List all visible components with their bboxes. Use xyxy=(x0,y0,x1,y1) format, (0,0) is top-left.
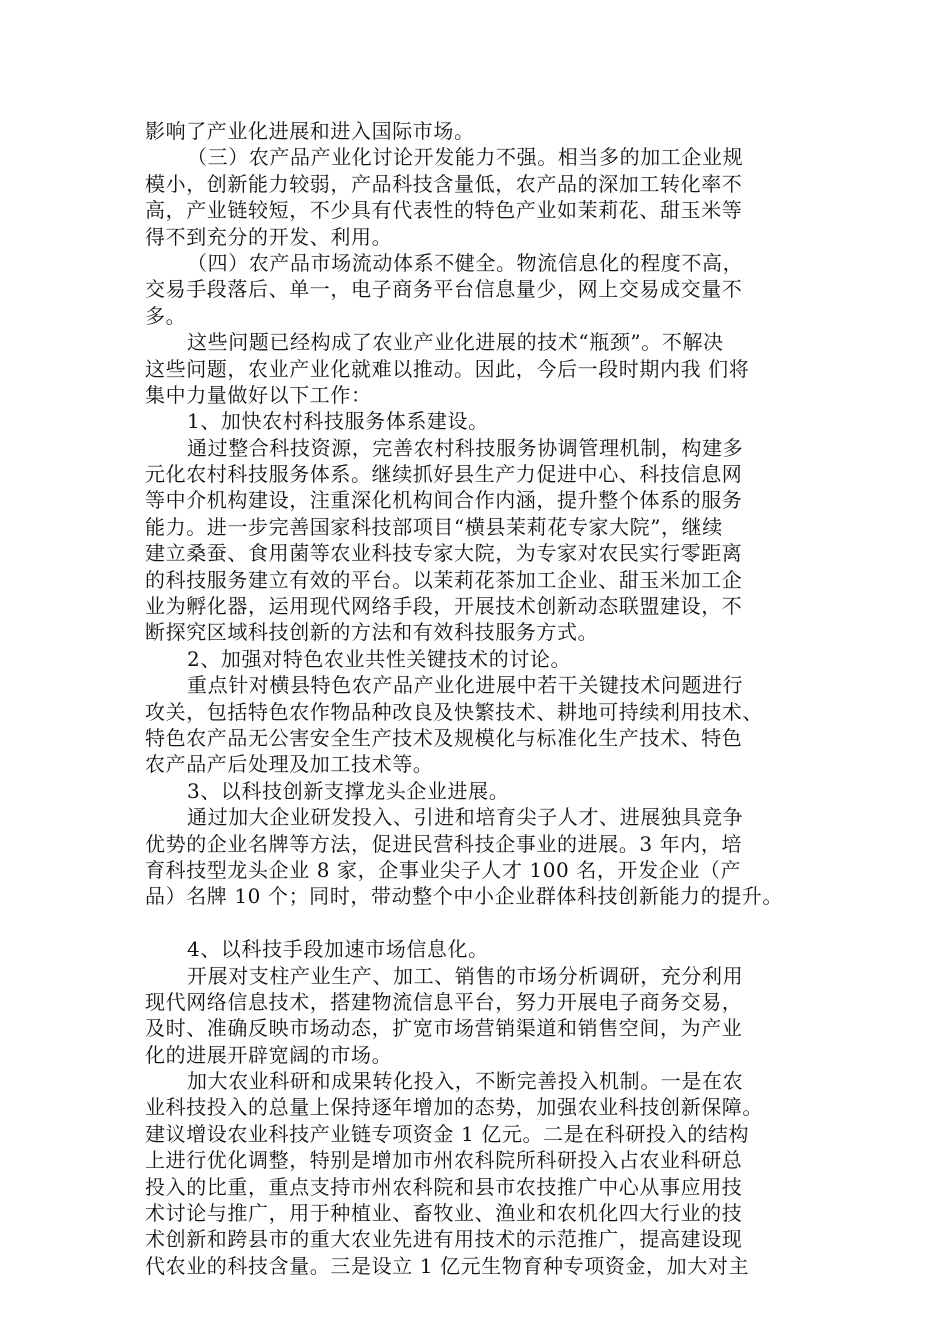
text-line: 优势的企业名牌等方法，促进民营科技企事业的进展。3 年内，培 xyxy=(145,831,743,856)
text-line: 这些问题已经构成了农业产业化进展的技术“瓶颈”。不解决 xyxy=(187,330,724,355)
text-line: 得不到充分的开发、利用。 xyxy=(145,224,393,249)
text-line: 业科技投入的总量上保持逐年增加的态势，加强农业科技创新保障。 xyxy=(145,1095,763,1120)
text-line: 2、加强对特色农业共性关键技术的讨论。 xyxy=(187,646,572,671)
text-line: 影响了产业化进展和进入国际市场。 xyxy=(145,119,475,143)
text-line: 通过加大企业研发投入、引进和培育尖子人才、进展独具竞争 xyxy=(187,805,744,830)
text-line: 术创新和跨县市的重大农业先进有用技术的示范推广，提高建设现 xyxy=(145,1227,743,1252)
text-line: 这些问题，农业产业化就难以推动。因此，今后一段时期内我 们将 xyxy=(145,356,750,381)
text-line: 术讨论与推广，用于种植业、畜牧业、渔业和农机化四大行业的技 xyxy=(145,1201,743,1226)
text-line: 现代网络信息技术，搭建物流信息平台，努力开展电子商务交易， xyxy=(145,989,743,1014)
text-line: 元化农村科技服务体系。继续抓好县生产力促进中心、科技信息网 xyxy=(145,462,743,487)
text-line: 高，产业链较短，不少具有代表性的特色产业如茉莉花、甜玉米等 xyxy=(145,198,743,223)
text-line: 业为孵化器，运用现代网络手段，开展技术创新动态联盟建设，不 xyxy=(145,594,743,619)
text-line xyxy=(145,910,815,936)
text-line: 代农业的科技含量。三是设立 1 亿元生物育种专项资金，加大对主 xyxy=(145,1253,750,1278)
text-line: 建议增设农业科技产业链专项资金 1 亿元。二是在科研投入的结构 xyxy=(145,1121,750,1146)
text-line: 开展对支柱产业生产、加工、销售的市场分析调研，充分利用 xyxy=(187,963,744,988)
text-line: 通过整合科技资源，完善农村科技服务协调管理机制，构建多 xyxy=(187,435,744,460)
text-line: 农产品产后处理及加工技术等。 xyxy=(145,752,434,777)
text-line: 攻关，包括特色农作物品种改良及快繁技术、耕地可持续利用技术、 xyxy=(145,699,763,724)
text-line: 1、加快农村科技服务体系建设。 xyxy=(187,409,489,434)
text-line: 重点针对横县特色农产品产业化进展中若干关键技术问题进行 xyxy=(187,673,744,698)
text-line: 多。 xyxy=(145,303,187,328)
text-line: 加大农业科研和成果转化投入，不断完善投入机制。一是在农 xyxy=(187,1069,744,1094)
text-line: 交易手段落后、单一，电子商务平台信息量少，网上交易成交量不 xyxy=(145,277,743,302)
text-line: 品）名牌 10 个；同时，带动整个中小企业群体科技创新能力的提升。 xyxy=(145,884,783,909)
text-line: 能力。进一步完善国家科技部项目“横县茉莉花专家大院”，继续 xyxy=(145,514,723,539)
text-line: 等中介机构建设，注重深化机构间合作内涵，提升整个体系的服务 xyxy=(145,488,743,513)
text-line: 建立桑蚕、食用菌等农业科技专家大院，为专家对农民实行零距离 xyxy=(145,541,743,566)
text-line: 育科技型龙头企业 8 家，企事业尖子人才 100 名，开发企业（产 xyxy=(145,857,742,882)
text-line: 投入的比重，重点支持市州农科院和县市农技推广中心从事应用技 xyxy=(145,1174,743,1199)
text-line: 集中力量做好以下工作： xyxy=(145,382,372,407)
text-line: 特色农产品无公害安全生产技术及规模化与标准化生产技术、特色 xyxy=(145,725,743,750)
text-line: 的科技服务建立有效的平台。以茉莉花茶加工企业、甜玉米加工企 xyxy=(145,567,743,592)
text-line: （四）农产品市场流动体系不健全。物流信息化的程度不高， xyxy=(187,250,744,275)
text-line: 上进行优化调整，特别是增加市州农科院所科研投入占农业科研总 xyxy=(145,1148,743,1173)
text-line: （三）农产品产业化讨论开发能力不强。相当多的加工企业规 xyxy=(187,145,744,170)
text-line: 及时、准确反映市场动态，扩宽市场营销渠道和销售空间，为产业 xyxy=(145,1016,743,1041)
text-line: 4、以科技手段加速市场信息化。 xyxy=(187,937,489,962)
text-line: 断探究区域科技创新的方法和有效科技服务方式。 xyxy=(145,620,599,645)
text-line: 3、以科技创新支撑龙头企业进展。 xyxy=(187,778,510,803)
text-line: 化的进展开辟宽阔的市场。 xyxy=(145,1042,393,1067)
document-body xyxy=(145,118,815,1279)
text-line: 模小，创新能力较弱，产品科技含量低，农产品的深加工转化率不 xyxy=(145,171,743,196)
